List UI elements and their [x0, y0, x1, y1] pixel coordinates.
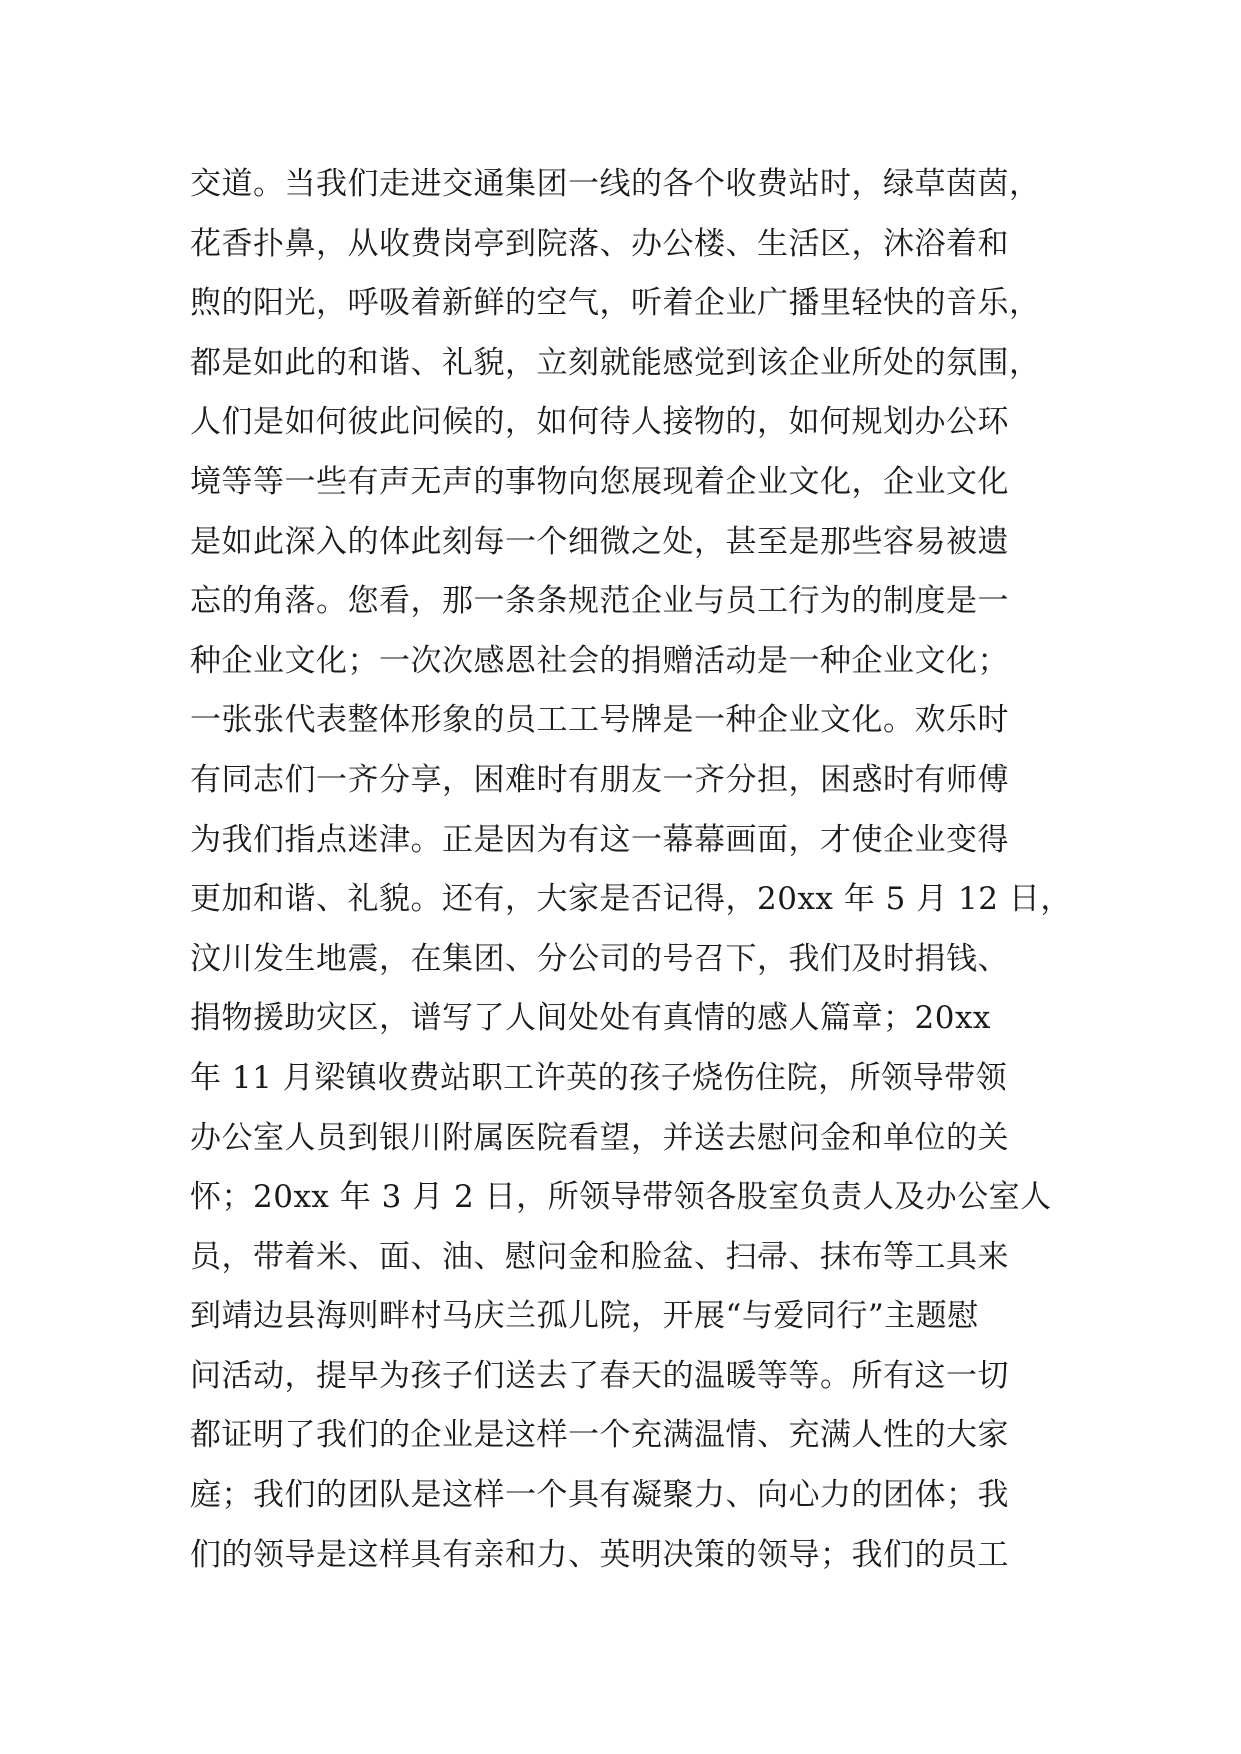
- text-line: 怀；20xx 年 3 月 2 日，所领导带领各股室负责人及办公室人: [190, 1179, 1052, 1216]
- text-line: 员，带着米、面、油、慰问金和脸盆、扫帚、抹布等工具来: [190, 1238, 1009, 1275]
- text-line: 煦的阳光，呼吸着新鲜的空气，听着企业广播里轻快的音乐，: [190, 285, 1041, 322]
- text-line: 人们是如何彼此问候的，如何待人接物的，如何规划办公环: [190, 404, 1009, 441]
- text-line: 忘的角落。您看，那一条条规范企业与员工行为的制度是一: [190, 583, 1009, 620]
- text-line: 一张张代表整体形象的员工工号牌是一种企业文化。欢乐时: [190, 702, 1009, 739]
- text-line: 是如此深入的体此刻每一个细微之处，甚至是那些容易被遗: [190, 523, 1009, 560]
- text-line: 到靖边县海则畔村马庆兰孤儿院，开展“与爱同行”主题慰: [190, 1298, 979, 1335]
- text-line: 捐物援助灾区，谱写了人间处处有真情的感人篇章；20xx: [190, 1000, 991, 1037]
- text-line: 种企业文化；一次次感恩社会的捐赠活动是一种企业文化；: [190, 642, 1009, 679]
- text-line: 更加和谐、礼貌。还有，大家是否记得，20xx 年 5 月 12 日，: [190, 881, 1072, 918]
- text-line: 问活动，提早为孩子们送去了春天的温暖等等。所有这一切: [190, 1357, 1009, 1394]
- text-line: 为我们指点迷津。正是因为有这一幕幕画面，才使企业变得: [190, 821, 1009, 858]
- text-line: 汶川发生地震，在集团、分公司的号召下，我们及时捐钱、: [190, 940, 1009, 977]
- text-line: 都是如此的和谐、礼貌，立刻就能感觉到该企业所处的氛围，: [190, 344, 1041, 381]
- text-line: 都证明了我们的企业是这样一个充满温情、充满人性的大家: [190, 1417, 1009, 1454]
- body-paragraph: [190, 155, 1070, 1585]
- text-line: 境等等一些有声无声的事物向您展现着企业文化，企业文化: [190, 463, 1009, 500]
- text-line: 有同志们一齐分享，困难时有朋友一齐分担，困惑时有师傅: [190, 761, 1009, 798]
- text-line: 庭；我们的团队是这样一个具有凝聚力、向心力的团体；我: [190, 1477, 1009, 1514]
- text-line: 交道。当我们走进交通集团一线的各个收费站时，绿草茵茵，: [190, 166, 1041, 202]
- text-line: 们的领导是这样具有亲和力、英明决策的领导；我们的员工: [190, 1536, 1009, 1573]
- text-line: 花香扑鼻，从收费岗亭到院落、办公楼、生活区，沐浴着和: [190, 225, 1009, 262]
- text-line: 办公室人员到银川附属医院看望，并送去慰问金和单位的关: [190, 1119, 1009, 1156]
- text-line: 年 11 月梁镇收费站职工许英的孩子烧伤住院，所领导带领: [190, 1059, 1008, 1096]
